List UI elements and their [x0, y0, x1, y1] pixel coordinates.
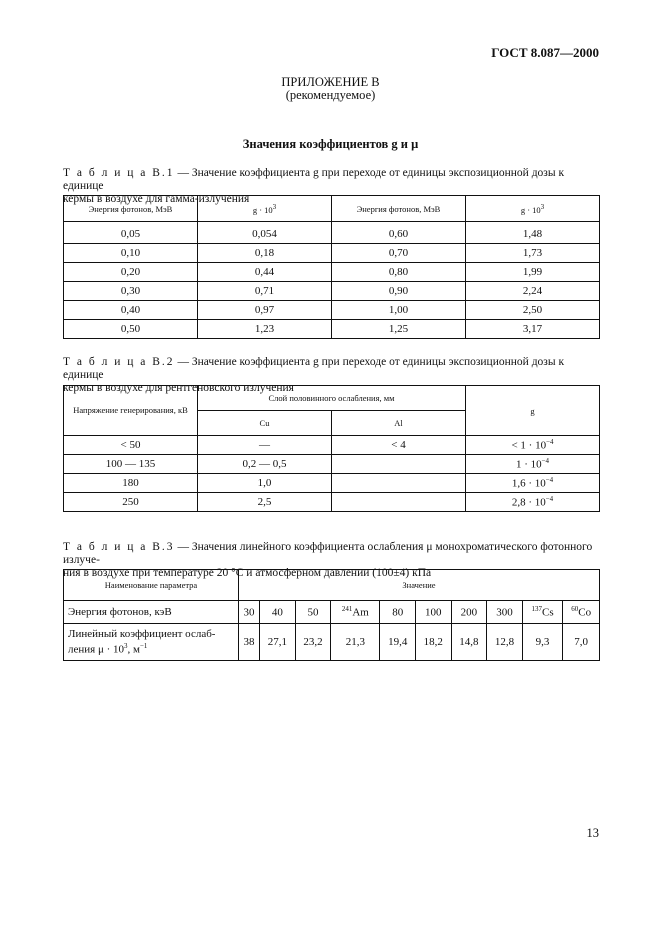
- energy-cell: $^{241}$Am: [331, 601, 380, 624]
- coef-cell: 38: [239, 624, 260, 661]
- table-cell: 0,70: [332, 244, 466, 263]
- table1-caption-line2: кермы в воздухе для гамма-излучения: [63, 193, 250, 205]
- table1-header-row: [64, 196, 600, 222]
- table3-col-param: Наименование параметра: [64, 570, 239, 601]
- table2-col-al: Al: [332, 411, 466, 436]
- energy-cell: 300: [487, 601, 523, 624]
- coef-cell: 19,4: [380, 624, 416, 661]
- table-cell: 1,25: [332, 320, 466, 339]
- table-cell: < 50: [64, 436, 198, 455]
- table3-header-row: [64, 570, 600, 601]
- appendix-heading: [0, 76, 661, 102]
- section-title: Значения коэффициентов g и μ: [242, 137, 419, 151]
- energy-cell: 30: [239, 601, 260, 624]
- table-cell: 0,05: [64, 222, 198, 244]
- table-cell: 0,44: [198, 263, 332, 282]
- table2-col-voltage: Напряжение генерирования, кВ: [64, 386, 198, 436]
- table-cell: [332, 493, 466, 512]
- coef-cell: 23,2: [295, 624, 331, 661]
- table3-energy-row: [64, 601, 600, 624]
- energy-cell: 80: [380, 601, 416, 624]
- table-cell: 1,99: [466, 263, 600, 282]
- energy-cell: 100: [416, 601, 452, 624]
- table3-coef-label: Линейный коэффициент ослаб- ления $\mu \cdot 10^3$, $м^{-1}$: [64, 624, 239, 661]
- table2-col-layer: Слой половинного ослабления, мм: [198, 386, 466, 411]
- table-row: [64, 244, 600, 263]
- table-cell: 0,054: [198, 222, 332, 244]
- table-row: [64, 436, 600, 455]
- table-row: [64, 263, 600, 282]
- table-row: [64, 474, 600, 493]
- table-cell: $2,8 \cdot 10^{-4}$: [466, 493, 600, 512]
- table3-energy-label: Энергия фотонов, кэВ: [64, 601, 239, 624]
- table-cell: 0,50: [64, 320, 198, 339]
- table-cell: 0,40: [64, 301, 198, 320]
- table3-caption-line2: ния в воздухе при температуре 20 °С и атмосферном давлении (100±4) кПа: [63, 567, 432, 579]
- energy-cell: 50: [295, 601, 331, 624]
- table-row: [64, 222, 600, 244]
- table-cell: 2,24: [466, 282, 600, 301]
- appendix-subtitle: (рекомендуемое): [285, 88, 376, 102]
- table-cell: —: [198, 436, 332, 455]
- coef-cell: 27,1: [260, 624, 296, 661]
- table2-caption-line1: — Значение коэффициента g при переходе от единицы экспозиционной дозы к единице: [63, 356, 565, 381]
- table2-label: Т а б л и ц а В.2: [63, 356, 175, 368]
- energy-cell: 40: [260, 601, 296, 624]
- table-cell: 0,18: [198, 244, 332, 263]
- table-cell: < 4: [332, 436, 466, 455]
- table-cell: 100 — 135: [64, 455, 198, 474]
- coef-cell: 14,8: [451, 624, 487, 661]
- table-row: [64, 301, 600, 320]
- energy-cell: $^{60}$Co: [563, 601, 600, 624]
- table-cell: 1,48: [466, 222, 600, 244]
- energy-cell: $^{137}$Cs: [522, 601, 563, 624]
- table-cell: 0,80: [332, 263, 466, 282]
- table-row: [64, 320, 600, 339]
- table1-label: Т а б л и ц а В.1: [63, 167, 175, 179]
- table-cell: 180: [64, 474, 198, 493]
- table-cell: 3,17: [466, 320, 600, 339]
- table-cell: $1 \cdot 10^{-4}$: [466, 455, 600, 474]
- table3-coef-row: [64, 624, 600, 661]
- table3-col-value: Значение: [239, 570, 600, 601]
- table-cell: 2,50: [466, 301, 600, 320]
- coef-cell: 21,3: [331, 624, 380, 661]
- coef-cell: 18,2: [416, 624, 452, 661]
- table1-col-g-2: $g \cdot 10^3$: [466, 196, 600, 222]
- table-cell: 2,5: [198, 493, 332, 512]
- energy-cell: 200: [451, 601, 487, 624]
- standard-header: ГОСТ 8.087—2000: [491, 45, 599, 60]
- table1-col-energy-2: Энергия фотонов, МэВ: [332, 196, 466, 222]
- table1-col-energy: Энергия фотонов, МэВ: [64, 196, 198, 222]
- table2-col-cu: Cu: [198, 411, 332, 436]
- table-cell: [332, 474, 466, 493]
- table-cell: 0,60: [332, 222, 466, 244]
- coef-cell: 7,0: [563, 624, 600, 661]
- table1: [63, 195, 600, 339]
- coef-cell: 9,3: [522, 624, 563, 661]
- table-cell: 1,00: [332, 301, 466, 320]
- table3: [63, 569, 600, 661]
- table-cell: 0,71: [198, 282, 332, 301]
- table-cell: 0,30: [64, 282, 198, 301]
- table1-caption-line1: — Значение коэффициента g при переходе от единицы экспозиционной дозы к единице: [63, 167, 565, 192]
- appendix-title: ПРИЛОЖЕНИЕ В: [281, 75, 380, 89]
- table-row: [64, 282, 600, 301]
- table-cell: 0,2 — 0,5: [198, 455, 332, 474]
- page-number: 13: [586, 826, 599, 840]
- table-cell: 0,10: [64, 244, 198, 263]
- table1-col-g: $g \cdot 10^3$: [198, 196, 332, 222]
- table-cell: [332, 455, 466, 474]
- table2-col-g: g: [466, 386, 600, 436]
- coef-cell: 12,8: [487, 624, 523, 661]
- table2-caption-line2: кермы в воздухе для рентгеновского излучения: [63, 382, 294, 394]
- table3-caption-line1: — Значения линейного коэффициента ослабления μ монохроматического фотонного излуче-: [63, 541, 593, 566]
- table-cell: 1,23: [198, 320, 332, 339]
- table3-label: Т а б л и ц а В.3: [63, 541, 175, 553]
- table-cell: 1,0: [198, 474, 332, 493]
- table2-header-row: [64, 386, 600, 411]
- table-cell: 0,97: [198, 301, 332, 320]
- table-cell: 0,90: [332, 282, 466, 301]
- table2: [63, 385, 600, 512]
- table-cell: $1,6 \cdot 10^{-4}$: [466, 474, 600, 493]
- table-cell: < $1 \cdot 10^{-4}$: [466, 436, 600, 455]
- table-cell: 0,20: [64, 263, 198, 282]
- table-row: [64, 493, 600, 512]
- table-cell: 250: [64, 493, 198, 512]
- table-row: [64, 455, 600, 474]
- table-cell: 1,73: [466, 244, 600, 263]
